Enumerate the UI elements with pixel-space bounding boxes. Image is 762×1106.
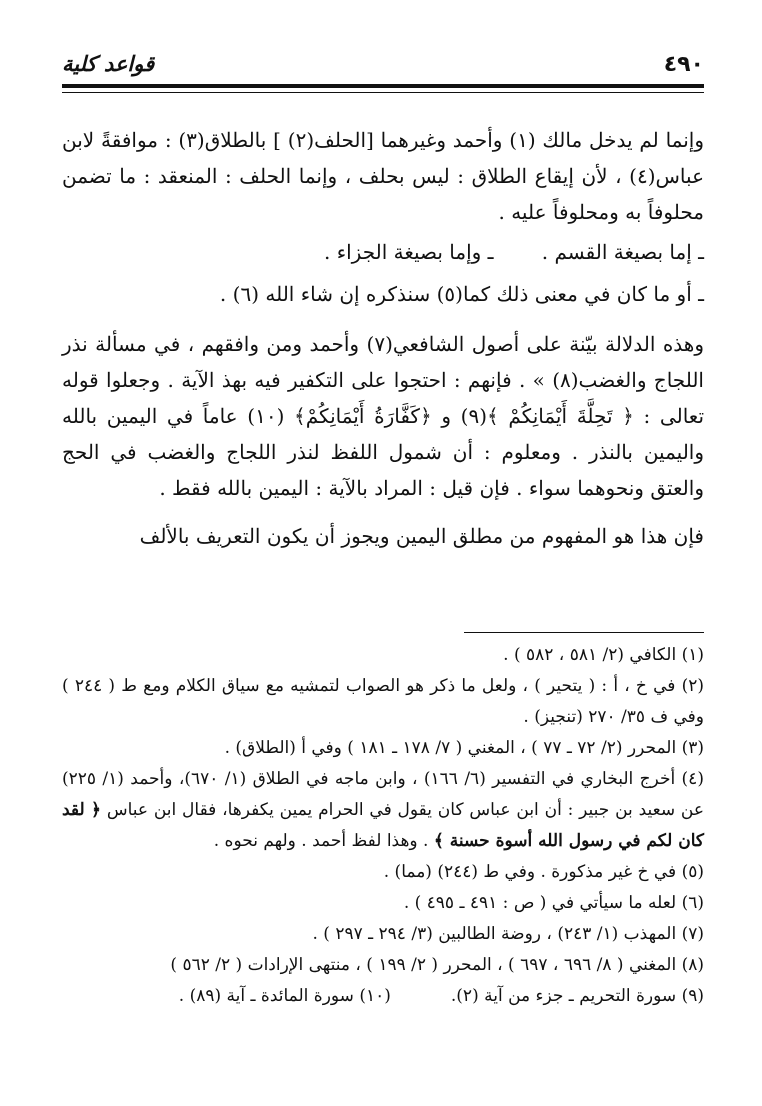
footnotes — [62, 640, 704, 1012]
footnote-10: (١٠) سورة المائدة ـ آية (٨٩) . — [178, 986, 391, 1006]
header-rule-thick — [62, 84, 704, 88]
footnote-5: (٥) في خ غير مذكورة . وفي ط (٢٤٤) (مما) . — [383, 862, 704, 882]
footnote-7: (٧) المهذب (١/ ٢٤٣) ، روضة الطالبين (٣/ ٢٩٤ ـ ٢٩٧ ) . — [312, 924, 704, 944]
footnote-separator — [464, 632, 704, 633]
paragraph-2: وهذه الدلالة بيّنة على أصول الشافعي(٧) وأحمد ومن وافقهم ، في مسألة نذر اللجاج والغضب(٨) » . فإنهم : احتجوا على التكفير فيه بهذ الآية . وجعلوا قوله تعالى : ﴿ تَحِلَّةَ أَيْمَانِكُمْ ﴾(٩) و ﴿كَفَّارَةُ أَيْمَانِكُمْ﴾ (١٠) عاماً في اليمين بالله واليمين بالنذر . ومعلوم : أن شمول اللفظ لنذر اللجاج والغضب في الحج والعتق ونحوهما سواء . فإن قيل : المراد بالآية : اليمين بالله فقط . — [62, 332, 705, 500]
header-rule-thin — [62, 92, 704, 93]
page-header — [62, 52, 704, 82]
footnote-8: (٨) المغني ( ٨/ ٦٩٦ ، ٦٩٧ ) ، المحرر ( ٢/ ١٩٩ ) ، منتهى الإرادات ( ٢/ ٥٦٢ ) — [170, 955, 704, 975]
main-text — [62, 122, 704, 566]
footnote-9: (٩) سورة التحريم ـ جزء من آية (٢). — [450, 986, 704, 1006]
footnote-4-tail: . وهذا لفظ أحمد . ولهم نحوه . — [213, 831, 429, 851]
book-page — [62, 52, 704, 1072]
footnote-row-9-10 — [62, 981, 704, 1012]
footnote-1: (١) الكافي (٢/ ٥٨١ ، ٥٨٢ ) . — [503, 645, 704, 665]
bullet-condition-form: ـ وإما بصيغة الجزاء . — [324, 240, 494, 264]
bullet-equivalent: ـ أو ما كان في معنى ذلك كما(٥) سنذكره إن شاء الله (٦) . — [219, 282, 704, 306]
footnote-3: (٣) المحرر (٢/ ٧٢ ـ ٧٧ ) ، المغني ( ٧/ ١٧٨ ـ ١٨١ ) وفي أ (الطلاق) . — [224, 738, 704, 758]
running-title: قواعد كلية — [62, 52, 155, 76]
paragraph-1: وإنما لم يدخل مالك (١) وأحمد وغيرهما [الحلف(٢) ] بالطلاق(٣) : موافقةً لابن عباس(٤) ، لأن إيقاع الطلاق : ليس بحلف ، وإنما الحلف : المنعقد : ما تضمن محلوفاً به ومحلوفاً عليه . — [62, 128, 705, 224]
footnote-4 — [62, 764, 704, 857]
footnote-4-text: (٤) أخرج البخاري في التفسير (٦/ ١٦٦) ، وابن ماجه في الطلاق (١/ ٦٧٠)، وأحمد (١/ ٢٢٥) عن سعيد بن جبير : أن ابن عباس كان يقول في الحرام يمين يكفرها، فقال ابن عباس — [62, 769, 704, 820]
paragraph-3: فإن هذا هو المفهوم من مطلق اليمين ويجوز أن يكون التعريف بالألف — [139, 524, 704, 548]
footnote-4-quran-quote: ﴿ لقد كان لكم في رسول الله أسوة حسنة ﴾ — [62, 800, 704, 851]
footnote-6: (٦) لعله ما سيأتي في ( ص : ٤٩١ ـ ٤٩٥ ) . — [403, 893, 704, 913]
footnote-2: (٢) في خ ، أ : ( يتحير ) ، ولعل ما ذكر هو الصواب لتمشيه مع سياق الكلام ومع ط ( ٢٤٤ ) وفي ف ٣٥/ ٢٧٠ (تنجيز) . — [62, 676, 704, 727]
page-number: ٤٩٠ — [663, 52, 704, 77]
bullet-oath-form: ـ إما بصيغة القسم . — [541, 240, 704, 264]
bullet-pair — [324, 234, 704, 270]
